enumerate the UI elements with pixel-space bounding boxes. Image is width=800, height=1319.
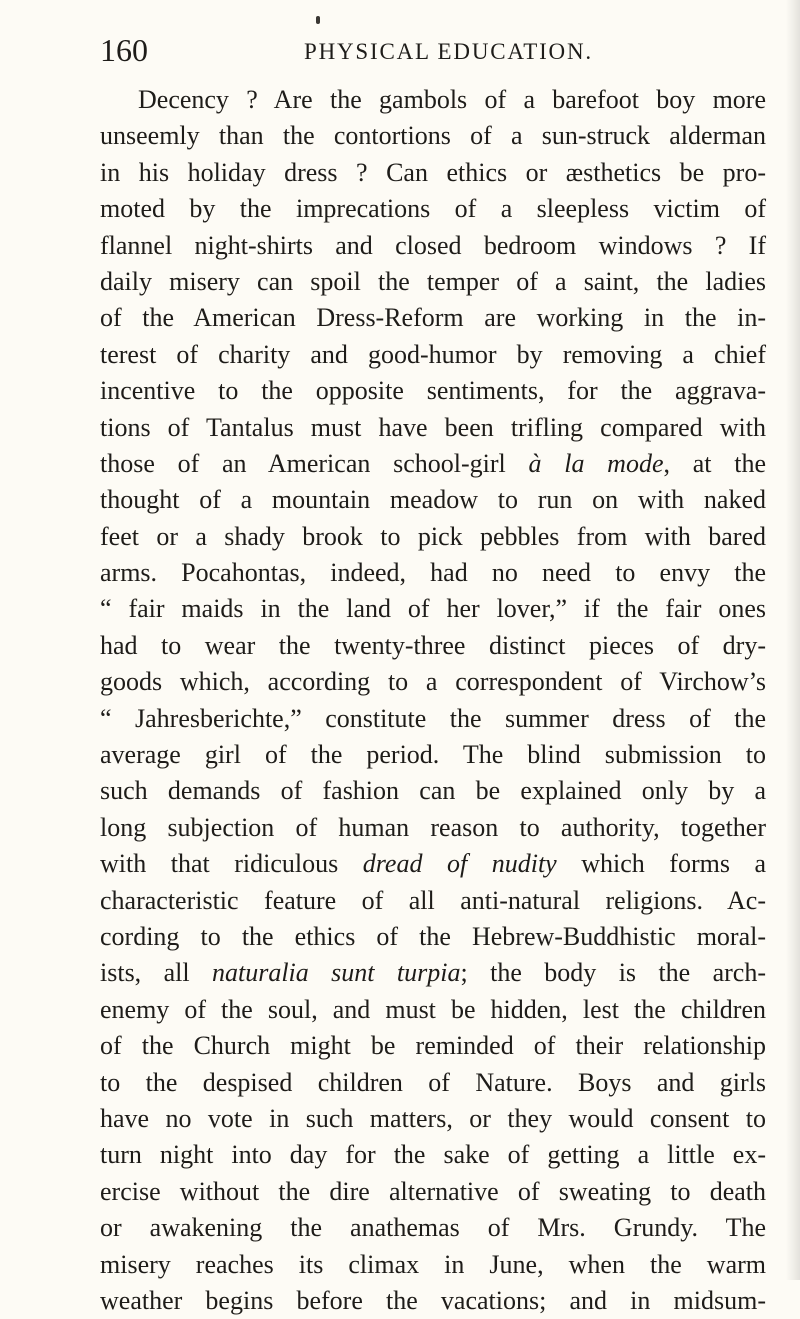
page-number: 160 xyxy=(100,32,148,68)
text-segment: incentive to the opposite sentiments, for the aggrava- xyxy=(100,376,766,406)
text-segment: turn night into day for the sake of getting a little ex- xyxy=(100,1140,766,1170)
text-line xyxy=(100,773,766,809)
text-segment: or awakening the anathemas of Mrs. Grundy. The xyxy=(100,1213,766,1243)
text-line xyxy=(100,1137,766,1173)
text-line xyxy=(100,155,766,191)
text-line xyxy=(100,883,766,919)
text-segment: terest of charity and good-humor by removing a chief xyxy=(100,339,766,369)
text-line xyxy=(100,1210,766,1246)
text-line xyxy=(100,1101,766,1137)
text-line xyxy=(100,1065,766,1101)
text-segment: moted by the imprecations of a sleepless victim of xyxy=(100,194,766,224)
text-line xyxy=(100,1174,766,1210)
text-segment: feet or a shady brook to pick pebbles from with bared xyxy=(100,521,766,551)
text-line xyxy=(100,737,766,773)
text-segment: “ Jahresberichte,” constitute the summer dress of the xyxy=(100,703,766,733)
print-speck xyxy=(316,16,320,24)
text-line xyxy=(100,664,766,700)
text-line xyxy=(100,446,766,482)
text-segment: daily misery can spoil the temper of a saint, the ladies xyxy=(100,266,766,296)
text-segment: unseemly than the contortions of a sun-struck alderman xyxy=(100,121,766,151)
text-segment: “ fair maids in the land of her lover,” if the fair ones xyxy=(100,594,766,624)
text-segment: in his holiday dress ? Can ethics or æsthetics be pro- xyxy=(100,157,766,187)
text-segment: which forms a xyxy=(556,849,767,879)
text-segment: had to wear the twenty-three distinct pieces of dry- xyxy=(100,630,766,660)
italic-phrase: dread of nudity xyxy=(362,849,557,879)
text-segment: ercise without the dire alternative of sweating to death xyxy=(100,1176,766,1206)
body-text xyxy=(100,82,766,1319)
text-line xyxy=(100,1028,766,1064)
text-line xyxy=(100,846,766,882)
text-segment: those of an American school-girl xyxy=(100,448,529,478)
text-segment: have no vote in such matters, or they would consent to xyxy=(100,1103,766,1133)
text-segment: to the despised children of Nature. Boys and girls xyxy=(100,1067,766,1097)
text-segment: cording to the ethics of the Hebrew-Buddhistic moral- xyxy=(100,921,766,951)
text-line xyxy=(100,191,766,227)
text-line xyxy=(100,955,766,991)
text-segment: of the American Dress-Reform are working in the in- xyxy=(100,303,766,333)
text-segment: flannel night-shirts and closed bedroom windows ? If xyxy=(100,230,766,260)
italic-phrase: naturalia sunt turpia xyxy=(211,958,461,988)
text-line xyxy=(100,919,766,955)
text-segment: misery reaches its climax in June, when the warm xyxy=(100,1249,766,1279)
text-segment: with that ridiculous xyxy=(100,849,363,879)
text-line xyxy=(100,628,766,664)
text-line xyxy=(100,300,766,336)
text-line xyxy=(100,519,766,555)
text-segment: , at the xyxy=(663,448,766,478)
text-line xyxy=(100,992,766,1028)
italic-phrase: à la mode xyxy=(528,448,664,478)
running-head: PHYSICAL EDUCATION. xyxy=(304,39,593,64)
text-segment: such demands of fashion can be explained only by a xyxy=(100,776,766,806)
text-line xyxy=(100,337,766,373)
text-line xyxy=(100,264,766,300)
text-segment: arms. Pocahontas, indeed, had no need to envy the xyxy=(100,558,766,588)
text-segment: ; the body is the arch- xyxy=(460,958,767,988)
text-segment: goods which, according to a correspondent of Virchow’s xyxy=(100,667,766,697)
text-segment: ists, all xyxy=(100,958,212,988)
text-line xyxy=(100,591,766,627)
text-line xyxy=(100,1283,766,1319)
text-line xyxy=(100,555,766,591)
text-segment: of the Church might be reminded of their relationship xyxy=(100,1031,766,1061)
text-segment: average girl of the period. The blind submission to xyxy=(100,740,766,770)
text-line xyxy=(100,1247,766,1283)
text-line xyxy=(100,701,766,737)
text-line xyxy=(100,410,766,446)
text-line xyxy=(100,482,766,518)
text-line xyxy=(100,373,766,409)
text-segment: long subjection of human reason to authority, together xyxy=(100,812,766,842)
text-segment: enemy of the soul, and must be hidden, lest the children xyxy=(100,994,766,1024)
text-line xyxy=(100,228,766,264)
text-segment: Decency ? Are the gambols of a barefoot boy more xyxy=(138,85,766,114)
text-segment: weather begins before the vacations; and in midsum- xyxy=(100,1285,766,1315)
text-segment: tions of Tantalus must have been trifling compared with xyxy=(100,412,766,442)
text-line xyxy=(100,118,766,154)
text-line xyxy=(100,810,766,846)
text-segment: characteristic feature of all anti-natural religions. Ac- xyxy=(100,885,766,915)
text-line xyxy=(100,82,766,118)
text-segment: thought of a mountain meadow to run on with naked xyxy=(100,485,766,515)
page-edge-shadow xyxy=(786,0,800,1280)
